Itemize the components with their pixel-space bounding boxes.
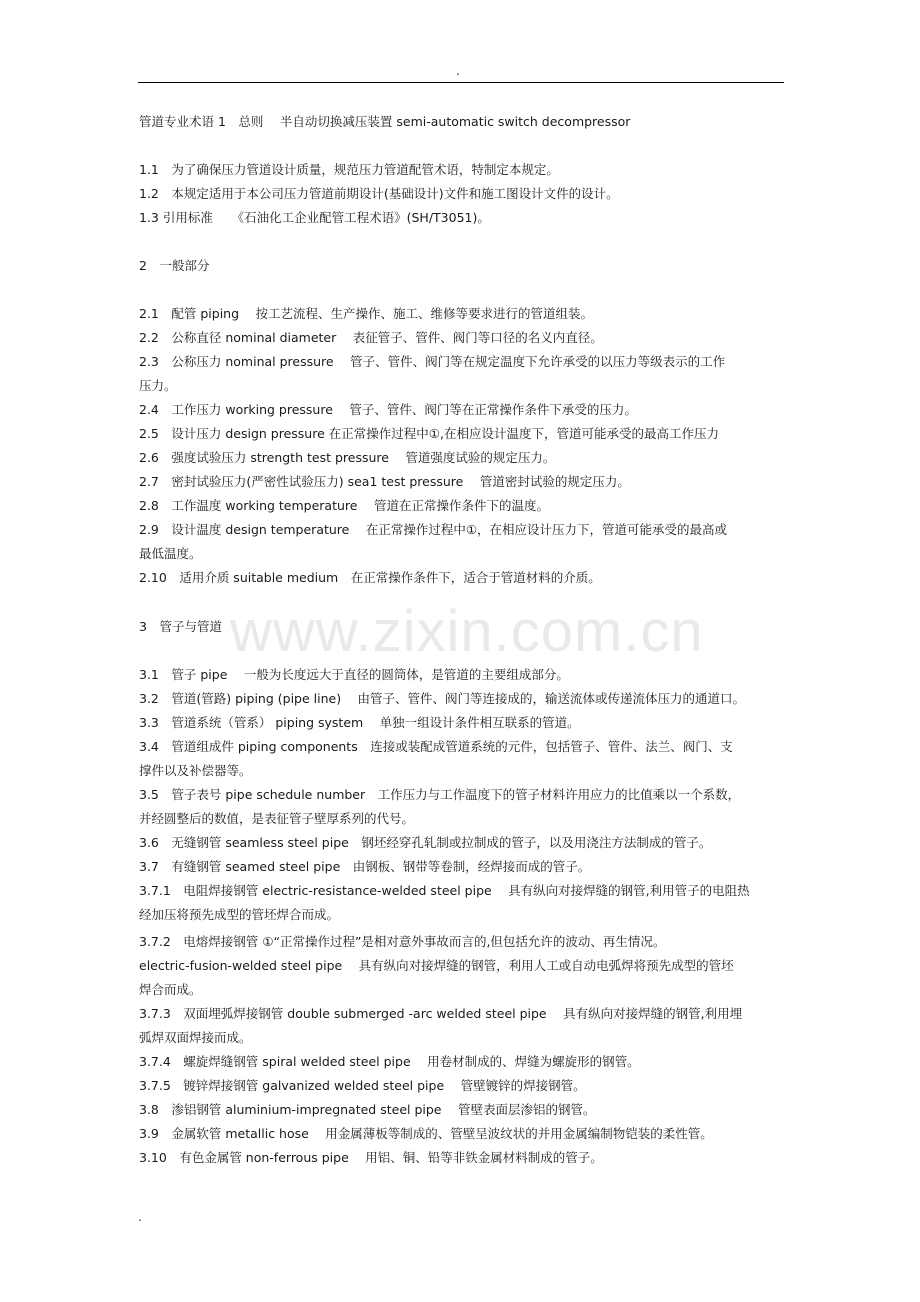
text-line: 2.8 工作温度 working temperature 管道在正常操作条件下的温度。 xyxy=(139,498,549,513)
text-line: 3.7.1 电阻焊接钢管 electric-resistance-welded steel pipe 具有纵向对接焊缝的钢管,利用管子的电阻热 xyxy=(139,883,750,898)
text-line: 经加压将预先成型的管坯焊合而成。 xyxy=(139,907,340,922)
section-heading: 3 管子与管道 xyxy=(139,619,222,634)
text-line: 3.4 管道组成件 piping components 连接或装配成管道系统的元件，包括管子、管件、法兰、阀门、支 xyxy=(139,739,733,754)
text-line: 2.6 强度试验压力 strength test pressure 管道强度试验的规定压力。 xyxy=(139,450,556,465)
text-line: 3.7.4 螺旋焊缝钢管 spiral welded steel pipe 用卷材制成的、焊缝为螺旋形的钢管。 xyxy=(139,1054,640,1069)
text-line: 2.9 设计温度 design temperature 在正常操作过程中①，在相应设计压力下，管道可能承受的最高或 xyxy=(139,522,728,537)
text-line: 并经圆整后的数值，是表征管子壁厚系列的代号。 xyxy=(139,811,415,826)
text-line: 2.7 密封试验压力(严密性试验压力) sea1 test pressure 管道密封试验的规定压力。 xyxy=(139,474,630,489)
text-line: 3.7 有缝钢管 seamed steel pipe 由钢板、钢带等卷制，经焊接而成的管子。 xyxy=(139,859,591,874)
text-line: 2.10 适用介质 suitable medium 在正常操作条件下，适合于管道材料的介质。 xyxy=(139,570,601,585)
text-line: 3.5 管子表号 pipe schedule number 工作压力与工作温度下的管子材料许用应力的比值乘以一个系数， xyxy=(139,787,741,802)
text-line: 1.1 为了确保压力管道设计质量，规范压力管道配管术语，特制定本规定。 xyxy=(139,162,559,177)
section-heading: 2 一般部分 xyxy=(139,258,210,273)
watermark: www.zixin.com.cn xyxy=(230,599,704,664)
text-line: 撑件以及补偿器等。 xyxy=(139,763,252,778)
text-line: 3.9 金属软管 metallic hose 用金属薄板等制成的、管壁呈波纹状的并用金属编制物铠装的柔性管。 xyxy=(139,1126,713,1141)
text-line: 压力。 xyxy=(139,378,177,393)
text-line: 2.1 配管 piping 按工艺流程、生产操作、施工、维修等要求进行的管道组装。 xyxy=(139,306,593,321)
text-line: 3.7.5 镀锌焊接钢管 galvanized welded steel pipe 管壁镀锌的焊接钢管。 xyxy=(139,1078,586,1093)
text-line: 最低温度。 xyxy=(139,546,202,561)
text-line: 焊合而成。 xyxy=(139,982,202,997)
text-line: 2.2 公称直径 nominal diameter 表征管子、管件、阀门等口径的名义内直径。 xyxy=(139,330,603,345)
text-line: 1.2 本规定适用于本公司压力管道前期设计(基础设计)文件和施工图设计文件的设计。 xyxy=(139,186,619,201)
text-line: 弧焊双面焊接而成。 xyxy=(139,1030,252,1045)
text-line: 3.10 有色金属管 non-ferrous pipe 用铝、铜、铅等非铁金属材料制成的管子。 xyxy=(139,1150,603,1165)
footer-dot: . xyxy=(138,1210,142,1224)
text-line: 3.7.3 双面埋弧焊接钢管 double submerged -arc welded steel pipe 具有纵向对接焊缝的钢管,利用埋 xyxy=(139,1006,743,1021)
text-line: 3.3 管道系统（管系） piping system 单独一组设计条件相互联系的管道。 xyxy=(139,715,580,730)
text-line: 3.7.2 电熔焊接钢管 ①“正常操作过程”是相对意外事故而言的,但包括允许的波动、再生情况。 xyxy=(139,934,666,949)
text-line: 2.5 设计压力 design pressure 在正常操作过程中①,在相应设计温度下，管道可能承受的最高工作压力 xyxy=(139,426,719,441)
text-line: 管道专业术语 1 总则 半自动切换减压装置 semi-automatic switch decompressor xyxy=(139,114,631,129)
text-line: 3.6 无缝钢管 seamless steel pipe 钢坯经穿孔轧制或拉制成的管子，以及用浇注方法制成的管子。 xyxy=(139,835,712,850)
text-line: 3.1 管子 pipe 一般为长度远大于直径的圆筒体，是管道的主要组成部分。 xyxy=(139,667,569,682)
text-line: electric-fusion-welded steel pipe 具有纵向对接焊缝的钢管，利用人工或自动电弧焊将预先成型的管坯 xyxy=(139,958,734,973)
text-line: 3.2 管道(管路) piping (pipe line) 由管子、管件、阀门等连接成的，输送流体或传递流体压力的通道口。 xyxy=(139,691,746,706)
text-line: 2.4 工作压力 working pressure 管子、管件、阀门等在正常操作条件下承受的压力。 xyxy=(139,402,637,417)
text-line: 1.3 引用标准 《石油化工企业配管工程术语》(SH/T3051)。 xyxy=(139,210,490,225)
header-rule xyxy=(138,82,784,83)
text-line: 2.3 公称压力 nominal pressure 管子、管件、阀门等在规定温度下允许承受的以压力等级表示的工作 xyxy=(139,354,726,369)
header-dot: . xyxy=(456,64,460,78)
text-line: 3.8 渗铝钢管 aluminium-impregnated steel pipe 管壁表面层渗铝的钢管。 xyxy=(139,1102,596,1117)
